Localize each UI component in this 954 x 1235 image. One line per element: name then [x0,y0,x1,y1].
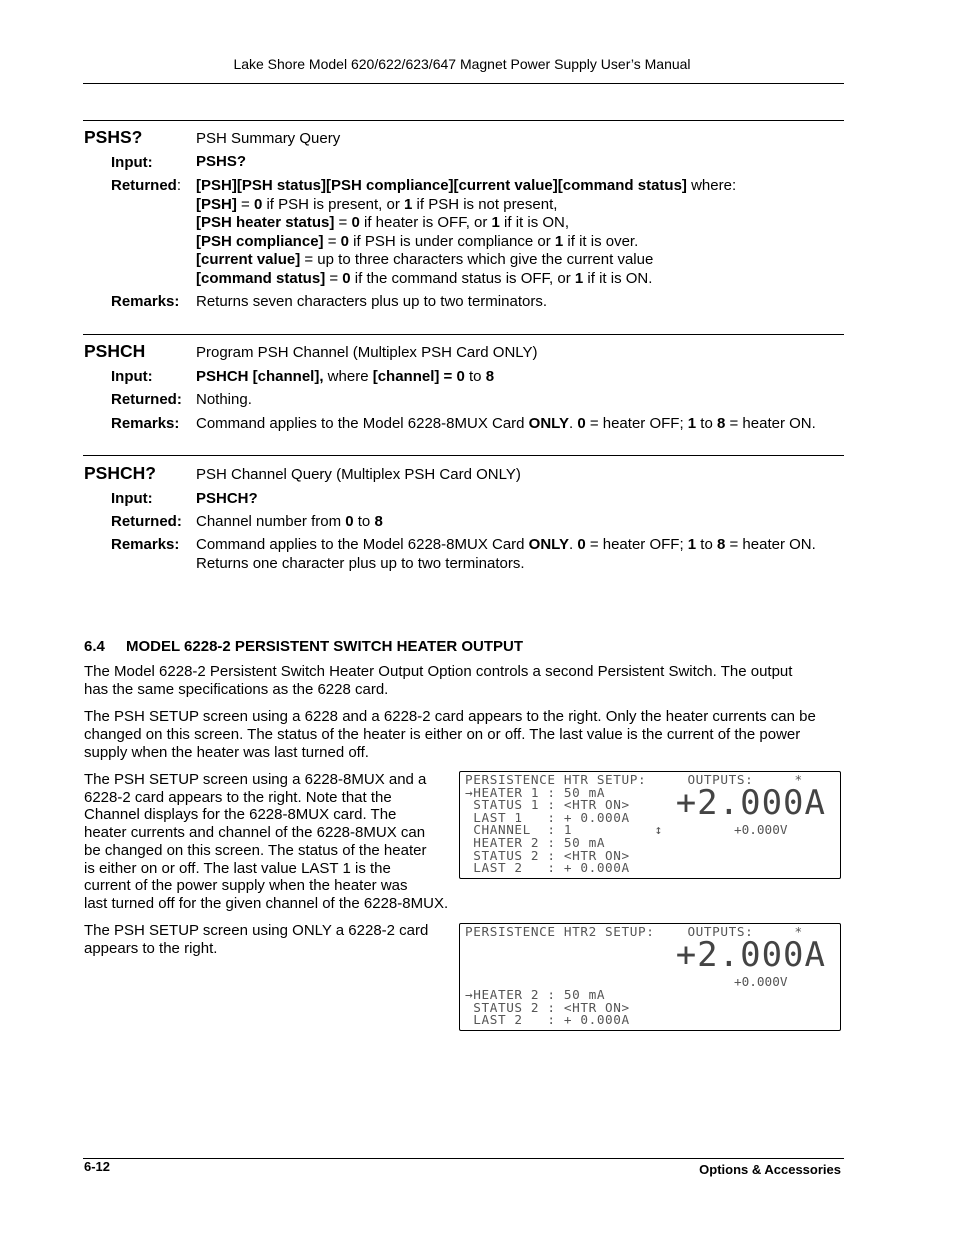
returned-line: [PSH compliance] = 0 if PSH is under compliance or 1 if it is over. [196,232,639,250]
returned-value: Nothing. [196,391,252,408]
lcd-line: LAST 2 : + 0.000A [465,860,630,876]
lcd-line: STATUS 1 : <HTR ON> [465,797,630,813]
footer-rule [83,1158,844,1159]
remarks-label: Remarks: [111,415,180,432]
input-label: Input: [111,368,153,385]
command-description: PSH Channel Query (Multiplex PSH Card ONLY) [196,466,521,483]
input-label: Input: [111,490,153,507]
lcd-line: HEATER 2 : 50 mA [465,835,606,850]
output-voltage: +0.000V [734,974,788,989]
paragraph: The Model 6228-2 Persistent Switch Heater Output Option controls a second Persistent Switch. The output has the same specifications as the 6228 card. [84,663,793,698]
paragraph: The PSH SETUP screen using ONLY a 6228-2 card appears to the right. [84,922,429,957]
lcd-line: STATUS 2 : <HTR ON> [465,999,630,1015]
input-value: PSHS? [196,153,247,170]
command-name: PSHCH? [84,463,156,483]
lcd-line: PERSISTENCE HTR SETUP: OUTPUTS: * [465,772,803,787]
remarks-value: Command applies to the Model 6228-8MUX Card ONLY. 0 = heater OFF; 1 to 8 = heater ON. [196,415,816,432]
divider [83,120,844,121]
header-rule [83,83,844,84]
remarks-label: Remarks: [111,536,180,553]
chapter-title: Options & Accessories [699,1162,841,1177]
returned-line: [PSH heater status] = 0 if heater is OFF, or 1 if it is ON, [196,214,570,232]
command-name: PSHS? [84,127,143,147]
lcd-line: PERSISTENCE HTR2 SETUP: OUTPUTS: * [465,924,803,939]
input-value: PSHCH? [196,490,258,507]
returned-label: Returned: [111,391,182,408]
paragraph: The PSH SETUP screen using a 6228-8MUX and a 6228-2 card appears to the right. Note that the Channel displays for the 6228-8MUX card. The heater currents and channel of the 6228-8MUX can be changed on this screen. The status of the heater is either on or off. The last value LAST 1 is the current of the power supply when the heater was last turned off for the given channel of the 6228-8MUX. [84,771,449,912]
returned-line: [command status] = 0 if the command status is OFF, or 1 if it is ON. [196,269,653,287]
divider [83,334,844,335]
command-description: Program PSH Channel (Multiplex PSH Card ONLY) [196,344,538,361]
command-name: PSHCH [84,341,146,361]
output-current: +2.000A [675,935,826,975]
lcd-line: LAST 2 : + 0.000A [465,1012,630,1028]
returned-line: [PSH] = 0 if PSH is present, or 1 if PSH is not present, [196,195,558,213]
lcd-line: STATUS 2 : <HTR ON> [465,847,630,863]
lcd-line: CHANNEL : 1 ↕ [465,822,663,838]
output-current: +2.000A [675,783,826,823]
lcd-line: →HEATER 1 : 50 mA [465,784,606,800]
remarks-label: Remarks: [111,293,180,310]
returned-line: [current value] = up to three characters which give the current value [196,251,654,269]
divider [83,455,844,456]
returned-label: Returned: [111,513,182,530]
command-description: PSH Summary Query [196,130,341,147]
remarks-value: Command applies to the Model 6228-8MUX Card ONLY. 0 = heater OFF; 1 to 8 = heater ON. Returns one character plus up to two terminators. [196,536,816,572]
input-value: PSHCH [channel], where [channel] = 0 to 8 [196,368,495,385]
returned-label: Returned: [111,177,182,194]
lcd-line: →HEATER 2 : 50 mA [465,987,606,1002]
page-number: 6-12 [84,1159,111,1174]
lcd-screen-setup [459,771,841,879]
lcd-screen-htr2-setup [459,923,841,1031]
lcd-line: LAST 1 : + 0.000A [465,809,630,825]
returned-value: Channel number from 0 to 8 [196,513,383,530]
returned-line: [PSH][PSH status][PSH compliance][current value][command status] where: [196,177,737,194]
section-heading: 6.4 MODEL 6228-2 PERSISTENT SWITCH HEATER OUTPUT [84,638,523,655]
returned-value [196,177,846,289]
output-voltage: +0.000V [734,822,788,837]
running-header: Lake Shore Model 620/622/623/647 Magnet Power Supply User’s Manual [233,56,691,72]
input-label: Input: [111,154,153,171]
paragraph: The PSH SETUP screen using a 6228 and a 6228-2 card appears to the right. Only the heater currents can be changed on this screen. The status of the heater is either on or off. The last value is the current of the power supply when the heater was last turned off. [84,708,816,761]
remarks-value: Returns seven characters plus up to two terminators. [196,293,547,310]
